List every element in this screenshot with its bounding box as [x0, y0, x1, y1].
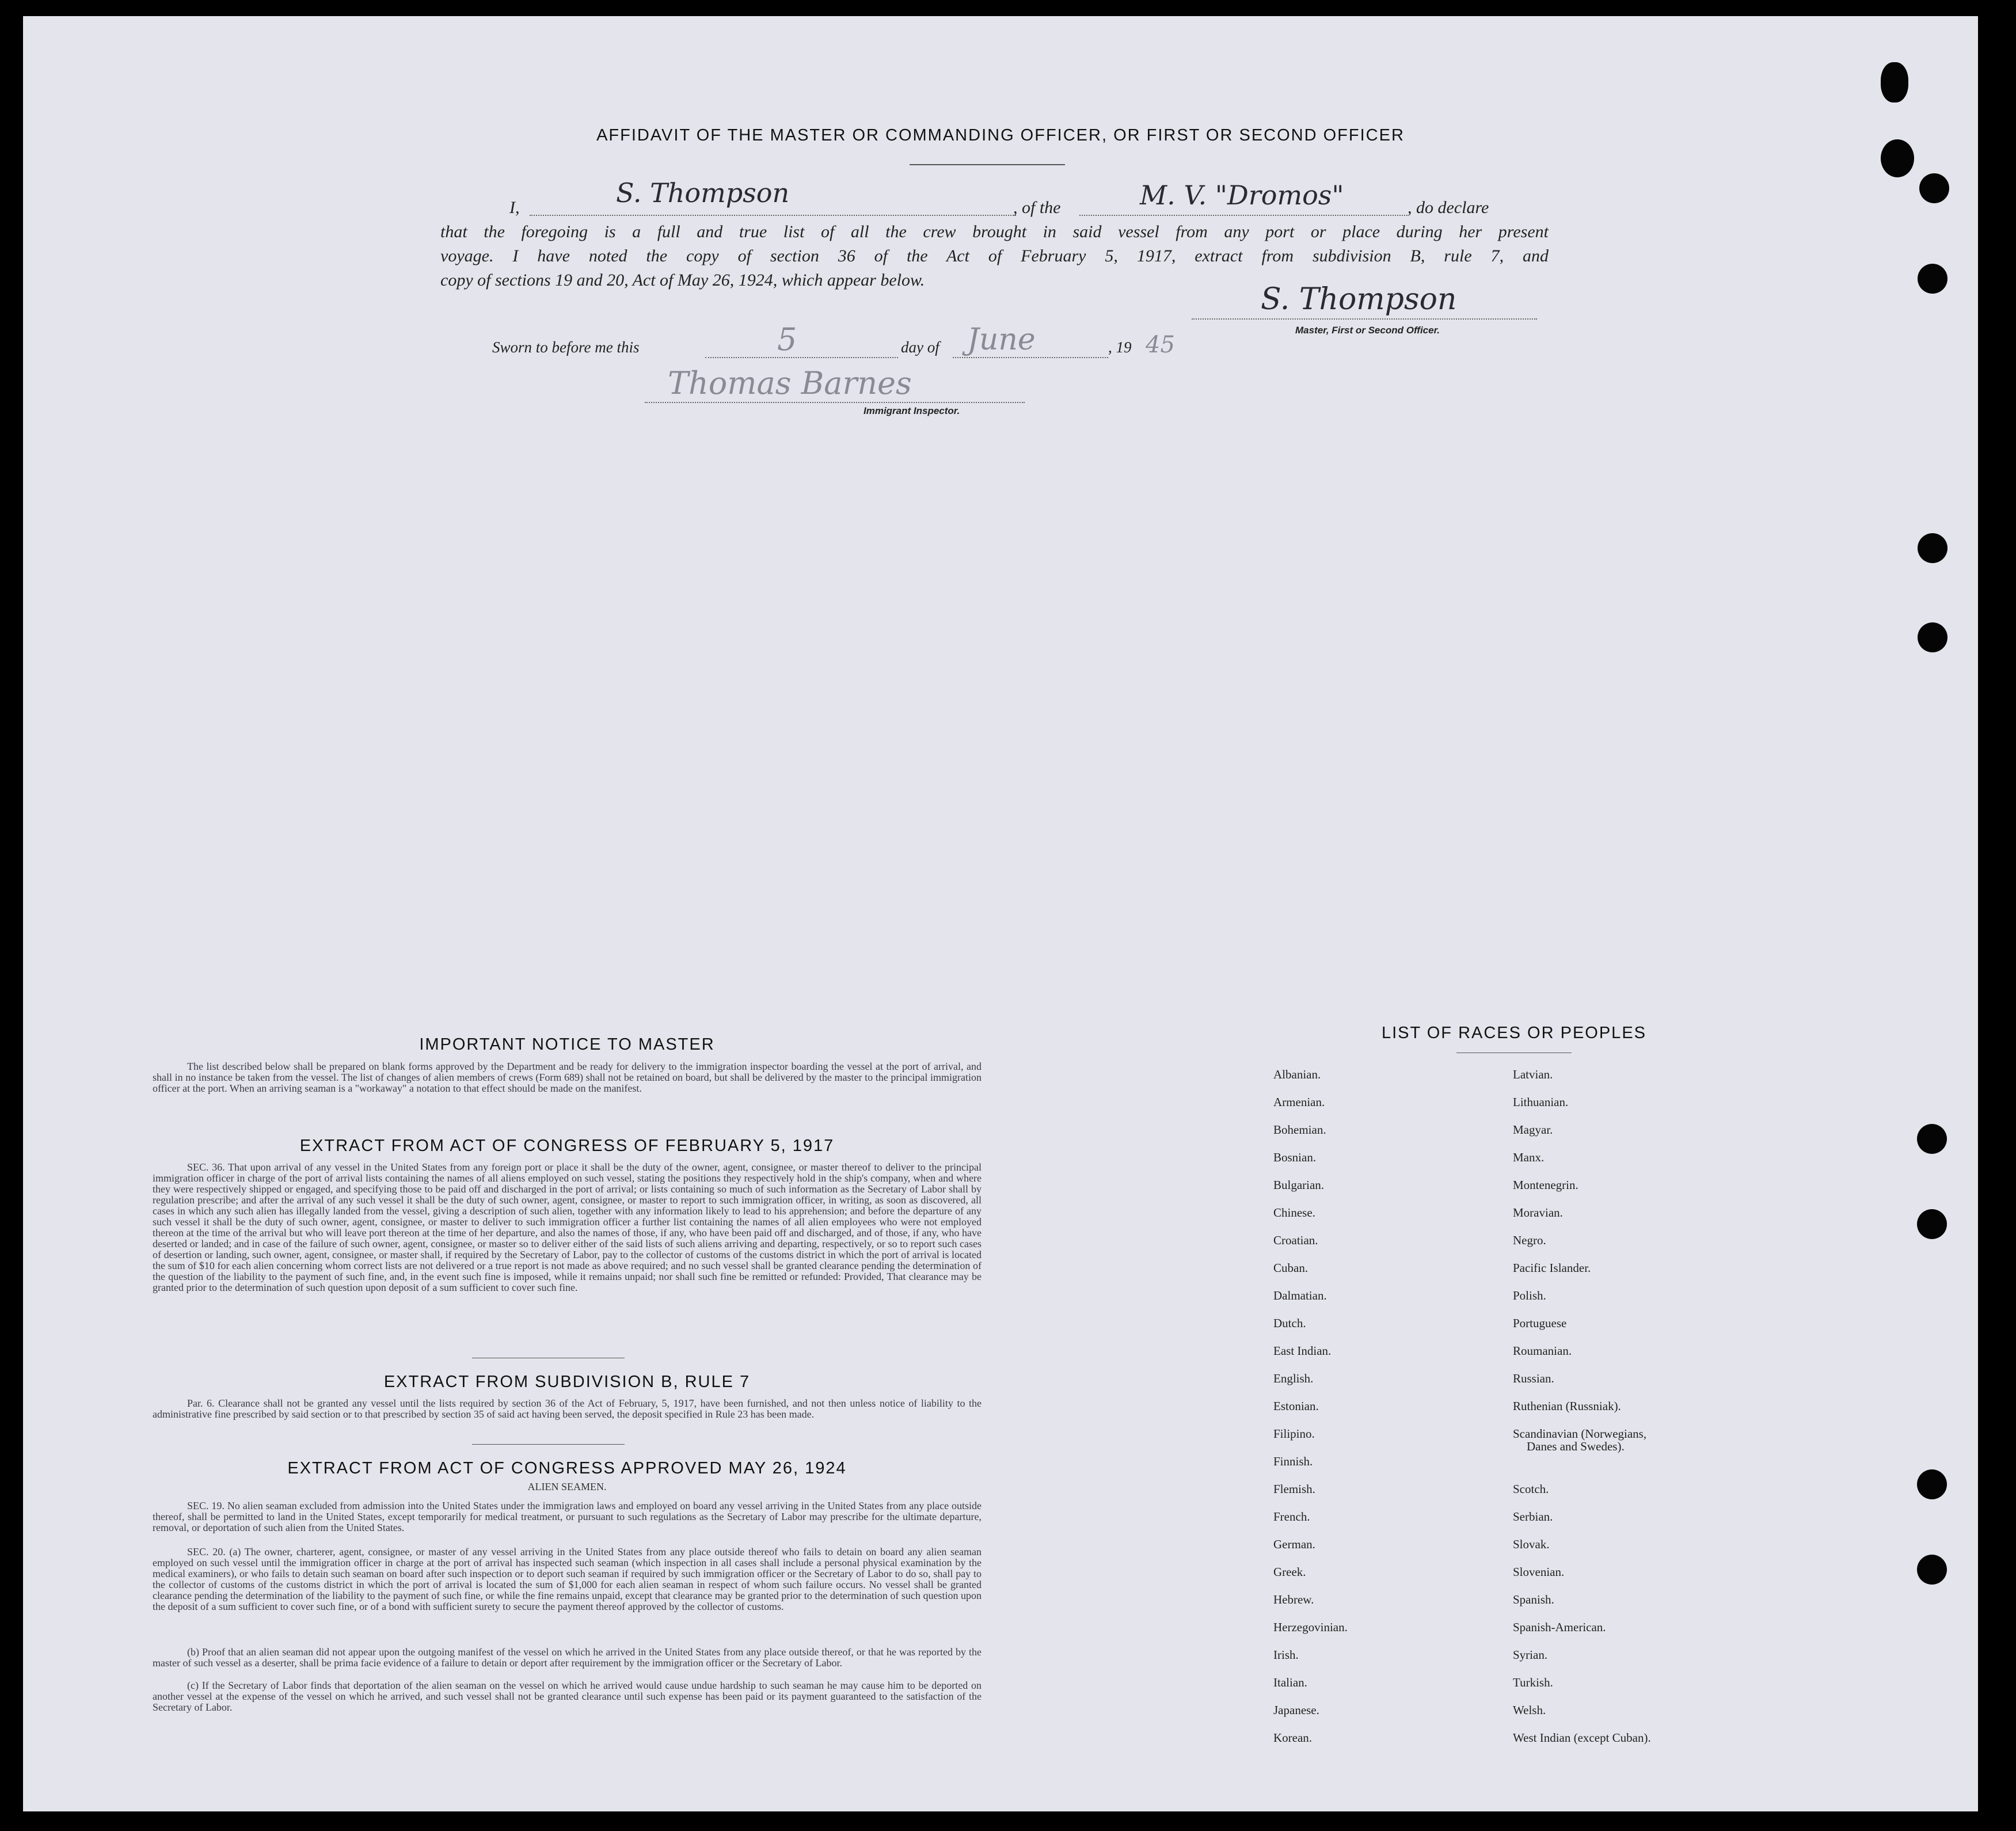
binder-hole — [1881, 62, 1908, 102]
extract-1924-sec20c: (c) If the Secretary of Labor finds that deportation of the alien seaman on the vessel on which he arrived would cause undue hardship to such seaman he may cause him to be deported on another vessel at the expense of the vessel on which he arrived, and such vessel shall not be granted clearance until such expense has been paid or its payment guaranteed to the satisfaction of the Secretary of Labor. — [153, 1680, 982, 1713]
race-item: Korean. — [1273, 1731, 1313, 1745]
day-of-label: day of — [901, 339, 939, 356]
year-prefix-label: , 19 — [1108, 339, 1132, 356]
name-field-line — [530, 215, 1016, 216]
binder-hole — [1917, 1469, 1947, 1499]
inspector-signature-line — [645, 402, 1025, 403]
inspector-signature-handwriting: Thomas Barnes — [668, 365, 912, 401]
signature-label: Master, First or Second Officer. — [1295, 325, 1440, 336]
race-item: Spanish. — [1513, 1593, 1554, 1606]
race-item: Danes and Swedes). — [1527, 1439, 1625, 1453]
extract-1917-text: SEC. 36. That upon arrival of any vessel in the United States from any foreign port or place it shall be the duty of the owner, agent, consignee, or master thereof to deliver to the principal immigration officer in charge of the port of arrival lists containing the names of all aliens employed on such vessel, stating the positions they respectively hold in the ship's company, when and where they were respectively shipped or engaged, and specifying those to be paid off and discharged in the port of arrival; or lists containing so much of such information as the Secretary of Labor shall by regulation prescribe; and after the arrival of any such vessel it shall be the duty of such owner, agent, consignee, or master to report to such immigration officer, in writing, as soon as discovered, all cases in which any such alien has illegally landed from the vessel, giving a description of such alien, together with any information likely to lead to his apprehension; and before the departure of any such vessel it shall be the duty of such owner, agent, consignee, or master to deliver to such immigration officer a further list containing the names of all alien employees who were not employed thereon at the time of the arrival but who will leave port thereon at the time of her departure, and also the names of those, if any, who have been paid off and discharged, and of those, if any, who have deserted or landed; and in case of the failure of such owner, agent, consignee, or master so to deliver either of the said lists of such aliens arriving and departing, respectively, or so to report such cases of desertion or landing, such owner, agent, consignee, or master shall, if required by the Secretary of Labor, pay to the collector of customs of the customs district in which the port of arrival is located the sum of $10 for each alien concerning whom correct lists are not delivered or a true report is not made as above required; and no such vessel shall be granted clearance pending the determination of the question of the liability to the payment of such fine, and, in the event such fine is imposed, while it remains unpaid; nor shall such fine be remitted or refunded: Provided, That clearance may be granted prior to the determination of such question upon deposit of a sum sufficient to cover such fine. — [153, 1161, 982, 1293]
race-item: Pacific Islander. — [1513, 1261, 1591, 1275]
race-item: Negro. — [1513, 1233, 1546, 1247]
month-handwriting: June — [967, 322, 1036, 357]
binder-hole — [1881, 139, 1914, 177]
affidavit-line-4: copy of sections 19 and 20, Act of May 26, 1924, which appear below. — [440, 271, 925, 290]
extract-1924-subtitle: ALIEN SEAMEN. — [527, 1481, 607, 1492]
race-item: Dalmatian. — [1273, 1289, 1327, 1302]
race-item: Welsh. — [1513, 1703, 1546, 1717]
race-item: Latvian. — [1513, 1068, 1553, 1081]
race-item: German. — [1273, 1537, 1315, 1551]
do-declare-label: , do declare — [1408, 198, 1489, 217]
affidavit-line-2: that the foregoing is a full and true list of all the crew brought in said vessel from any port or place during her present — [440, 222, 1549, 241]
signature-line — [1192, 318, 1537, 320]
race-item: Chinese. — [1273, 1206, 1315, 1220]
binder-hole — [1917, 1555, 1947, 1585]
binder-hole — [1919, 173, 1949, 203]
race-item: Bosnian. — [1273, 1150, 1317, 1164]
race-item: Croatian. — [1273, 1233, 1318, 1247]
extract-1924-title: EXTRACT FROM ACT OF CONGRESS APPROVED MAY 26, 1924 — [287, 1459, 847, 1477]
race-item: Moravian. — [1513, 1206, 1563, 1220]
section-rule-2 — [472, 1444, 625, 1445]
vessel-field-line — [1079, 215, 1408, 216]
race-item: Scotch. — [1513, 1482, 1549, 1496]
day-field-line — [705, 357, 898, 358]
extract-rule7-text: Par. 6. Clearance shall not be granted any vessel until the lists required by section 36 of the Act of February, 5, 1917, have been furnished, and not then unless notice of liability to the administrative fine prescribed by said section or to that prescribed by section 35 of said act having been served, the deposit specified in Rule 23 has been made. — [153, 1397, 982, 1420]
race-item: Lithuanian. — [1513, 1095, 1569, 1109]
notice-title: IMPORTANT NOTICE TO MASTER — [419, 1035, 715, 1054]
race-item: Italian. — [1273, 1676, 1307, 1689]
binder-hole — [1917, 1209, 1947, 1239]
binder-hole — [1918, 533, 1947, 563]
race-item: Russian. — [1513, 1372, 1554, 1385]
race-item: Magyar. — [1513, 1123, 1553, 1137]
inspector-label: Immigrant Inspector. — [864, 405, 960, 416]
race-item: Bulgarian. — [1273, 1178, 1325, 1192]
race-item: East Indian. — [1273, 1344, 1332, 1358]
race-item: Dutch. — [1273, 1316, 1306, 1330]
race-item: Manx. — [1513, 1150, 1545, 1164]
binder-hole — [1917, 1124, 1947, 1154]
race-item: Scandinavian (Norwegians, — [1513, 1427, 1647, 1441]
race-item: Montenegrin. — [1513, 1178, 1578, 1192]
notice-text: The list described below shall be prepared on blank forms approved by the Department and be ready for delivery to the immigration inspector boarding the vessel at the port of arrival, and shall in no instance be taken from the vessel. The list of changes of alien members of crews (Form 689) shall not be retained on board, but shall be delivered by the master to the principal immigration officer at the port. When an arriving seaman is a "workaway" a notation to that effect should be made on the manifest. — [153, 1061, 982, 1094]
race-item: Roumanian. — [1513, 1344, 1572, 1358]
race-item: Flemish. — [1273, 1482, 1315, 1496]
races-title: LIST OF RACES OR PEOPLES — [1381, 1024, 1647, 1042]
race-item: Irish. — [1273, 1648, 1299, 1662]
race-item: Polish. — [1513, 1289, 1546, 1302]
of-the-label: , of the — [1013, 198, 1061, 217]
race-item: Cuban. — [1273, 1261, 1309, 1275]
race-item: West Indian (except Cuban). — [1513, 1731, 1651, 1745]
sworn-label: Sworn to before me this — [492, 339, 640, 356]
race-item: Ruthenian (Russniak). — [1513, 1399, 1621, 1413]
extract-1924-sec19: SEC. 19. No alien seaman excluded from admission into the United States under the immigration laws and employed on board any vessel arriving in the United States from any place outside thereof, shall be permitted to land in the United States, except temporarily for medical treatment, or pursuant to such regulations as the Secretary of Labor may prescribe for the ultimate departure, removal, or deportation of such alien from the United States. — [153, 1500, 982, 1533]
race-item: Portuguese — [1513, 1316, 1567, 1330]
day-handwriting: 5 — [777, 321, 797, 358]
extract-rule7-title: EXTRACT FROM SUBDIVISION B, RULE 7 — [383, 1373, 751, 1391]
race-item: Finnish. — [1273, 1454, 1313, 1468]
race-item: Albanian. — [1273, 1068, 1321, 1081]
extract-1924-sec20a: SEC. 20. (a) The owner, charterer, agent, consignee, or master of any vessel arriving in the United States from any place outside thereof who fails to detain on board any alien seaman employed on such vessel until the immigration officer in charge at the port of arrival has inspected such seaman (which inspection in all cases shall include a personal physical examination by the medical examiners), or who fails to detain such seaman on board after such inspection or to deport such seaman if required by such immigration officer or the Secretary of Labor to do so, shall pay to the collector of customs of the customs district in which the port of arrival is located the sum of $1,000 for each alien seaman in respect of whom such failure occurs. No vessel shall be granted clearance pending the determination of the liability to the payment of such fine, or while the fine remains unpaid, except that clearance may be granted prior to the determination of such question upon the deposit of a sum sufficient to cover such fine, or of a bond with sufficient surety to secure the payment thereof approved by the collector of customs. — [153, 1546, 982, 1612]
race-item: Japanese. — [1273, 1703, 1319, 1717]
binder-hole — [1918, 264, 1947, 294]
month-field-line — [953, 357, 1108, 358]
race-item: French. — [1273, 1510, 1310, 1524]
race-item: Bohemian. — [1273, 1123, 1326, 1137]
vessel-name-handwriting: M. V. "Dromos" — [1140, 180, 1344, 211]
race-item: English. — [1273, 1372, 1314, 1385]
race-item: Slovenian. — [1513, 1565, 1565, 1579]
extract-1924-sec20b: (b) Proof that an alien seaman did not appear upon the outgoing manifest of the vessel on which he arrived in the United States from any place outside thereof, or that he was reported by the master of such vessel as a deserter, shall be prima facie evidence of a failure to detain or deport after requirement by the immigration officer or the Secretary of Labor. — [153, 1646, 982, 1669]
race-item: Filipino. — [1273, 1427, 1315, 1441]
document-page — [23, 16, 1978, 1811]
master-signature-handwriting: S. Thompson — [1261, 282, 1457, 317]
race-item: Estonian. — [1273, 1399, 1319, 1413]
race-item: Spanish-American. — [1513, 1620, 1606, 1634]
affidavit-line-3: voyage. I have noted the copy of section 36 of the Act of February 5, 1917, extract from subdivision B, rule 7, and — [440, 246, 1549, 265]
extract-1917-title: EXTRACT FROM ACT OF CONGRESS OF FEBRUARY 5, 1917 — [299, 1137, 835, 1155]
affidavit-i-label: I, — [509, 198, 520, 217]
year-handwriting: 45 — [1146, 332, 1175, 358]
race-item: Hebrew. — [1273, 1593, 1314, 1606]
race-item: Herzegovinian. — [1273, 1620, 1348, 1634]
race-item: Turkish. — [1513, 1676, 1553, 1689]
binder-hole — [1918, 622, 1947, 652]
race-item: Syrian. — [1513, 1648, 1548, 1662]
race-item: Slovak. — [1513, 1537, 1550, 1551]
master-name-handwriting: S. Thompson — [616, 177, 790, 208]
affidavit-title: AFFIDAVIT OF THE MASTER OR COMMANDING OFFICER, OR FIRST OR SECOND OFFICER — [596, 126, 1405, 145]
title-rule — [910, 164, 1065, 165]
race-item: Armenian. — [1273, 1095, 1325, 1109]
race-item: Serbian. — [1513, 1510, 1553, 1524]
race-item: Greek. — [1273, 1565, 1306, 1579]
